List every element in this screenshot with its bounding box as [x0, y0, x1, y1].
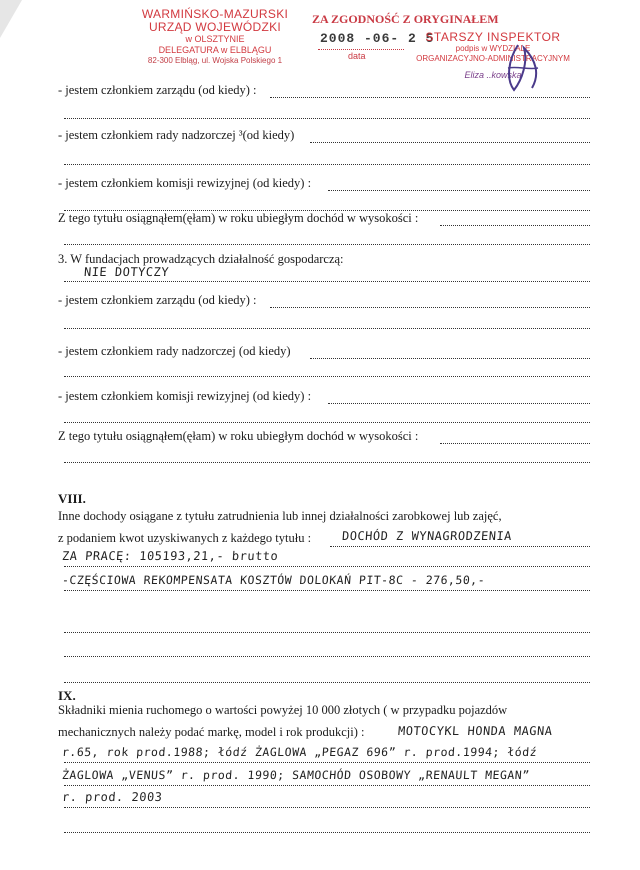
fill-line [64, 376, 590, 377]
fill-line [310, 142, 590, 143]
form-line-audit-committee-foundation: - jestem członkiem komisji rewizyjnej (od kiedy) : [58, 389, 312, 403]
fill-line [328, 403, 590, 404]
handwritten-motorcycle: MOTOCYKL HONDA MAGNA [397, 724, 553, 738]
handwritten-salary-income: DOCHÓD Z WYNAGRODZENIA [341, 529, 513, 543]
inspector-stamp-name: Eliza ..kowska [464, 70, 522, 80]
handwritten-car-year: r. prod. 2003 [61, 790, 163, 804]
office-stamp [130, 8, 300, 66]
fill-line [64, 832, 590, 833]
signature-scribble-icon [488, 40, 548, 96]
section-viii-text1: Inne dochody osiągane z tytułu zatrudnienia lub innej działalności zarobkowej lub zajęć, [58, 509, 502, 523]
fill-line [64, 462, 590, 463]
fill-line [440, 225, 590, 226]
form-line-audit-committee: - jestem członkiem komisji rewizyjnej (od kiedy) : [58, 176, 312, 190]
fill-line [64, 590, 590, 591]
form-line-income: Z tego tytułu osiągnąłem(ęłam) w roku ubiegłym dochód w wysokości : [58, 211, 419, 225]
foundations-heading: 3. W fundacjach prowadzących działalność gospodarczą: [58, 252, 344, 266]
handwritten-boats-line1: r.65, rok prod.1988; łódź ŻAGLOWA „PEGAZ 696” r. prod.1994; łódź [61, 745, 538, 759]
section-viii-number: VIII. [58, 491, 86, 506]
fill-line [64, 762, 590, 763]
inspector-stamp-line3: ORGANIZACYJNO-ADMINISTRACYJNYM [416, 54, 570, 63]
certification-stamp-date-label: data [348, 51, 366, 61]
office-stamp-line4: DELEGATURA w ELBLĄGU [158, 45, 272, 55]
fill-line [64, 164, 590, 165]
office-stamp-address: 82-300 Elbląg, ul. Wojska Polskiego 1 [147, 56, 283, 65]
fill-line [64, 682, 590, 683]
fill-line [330, 546, 590, 547]
office-stamp-line3: w OLSZTYNIE [185, 34, 245, 44]
certification-stamp-title: ZA ZGODNOŚĆ Z ORYGINAŁEM [312, 12, 499, 26]
section-ix-text2: mechanicznych należy podać markę, model i rok produkcji) : [58, 725, 365, 739]
fill-line [64, 785, 590, 786]
form-line-board-member-foundation: - jestem członkiem zarządu (od kiedy) : [58, 293, 257, 307]
form-line-supervisory-board-foundation: - jestem członkiem rady nadzorczej (od kiedy) [58, 344, 291, 358]
form-line-supervisory-board: - jestem członkiem rady nadzorczej ³(od kiedy) [58, 128, 295, 142]
fill-line [64, 422, 590, 423]
section-ix-text1: Składniki mienia ruchomego o wartości powyżej 10 000 złotych ( w przypadku pojazdów [58, 703, 508, 717]
certification-dotted-line [318, 49, 404, 50]
fill-line [64, 807, 590, 808]
fill-line [310, 358, 590, 359]
fill-line [64, 656, 590, 657]
handwritten-not-applicable: NIE DOTYCZY [83, 265, 170, 279]
page-corner-mark-icon [0, 0, 30, 40]
office-stamp-line1: WARMIŃSKO-MAZURSKI [141, 7, 289, 21]
fill-line [328, 190, 590, 191]
inspector-stamp-title: STARSZY INSPEKTOR [425, 30, 561, 44]
fill-line [64, 118, 590, 119]
certification-stamp-date: 2008 -06- 2 5 [320, 31, 435, 46]
inspector-stamp-line2: podpis w WYDZIALE [455, 44, 531, 53]
fill-line [270, 97, 590, 98]
fill-line [64, 632, 590, 633]
fill-line [64, 244, 590, 245]
handwritten-compensation: -CZĘŚCIOWA REKOMPENSATA KOSZTÓW DOLOKAŃ PIT-8C - 276,50,- [61, 573, 486, 587]
office-stamp-line2: URZĄD WOJEWÓDZKI [148, 20, 282, 34]
fill-line [64, 328, 590, 329]
fill-line [440, 443, 590, 444]
section-ix-number: IX. [58, 688, 76, 703]
fill-line [270, 307, 590, 308]
section-viii-text2: z podaniem kwot uzyskiwanych z każdego tytułu : [58, 531, 312, 545]
handwritten-boats-line2: ŻAGLOWA „VENUS” r. prod. 1990; SAMOCHÓD OSOBOWY „RENAULT MEGAN” [61, 768, 531, 782]
form-line-income-foundation: Z tego tytułu osiągnąłem(ęłam) w roku ubiegłym dochód w wysokości : [58, 429, 419, 443]
fill-line [64, 281, 590, 282]
fill-line [64, 566, 590, 567]
form-line-board-member: - jestem członkiem zarządu (od kiedy) : [58, 83, 257, 97]
handwritten-salary-amount: ZA PRACĘ: 105193,21,- brutto [61, 549, 279, 563]
